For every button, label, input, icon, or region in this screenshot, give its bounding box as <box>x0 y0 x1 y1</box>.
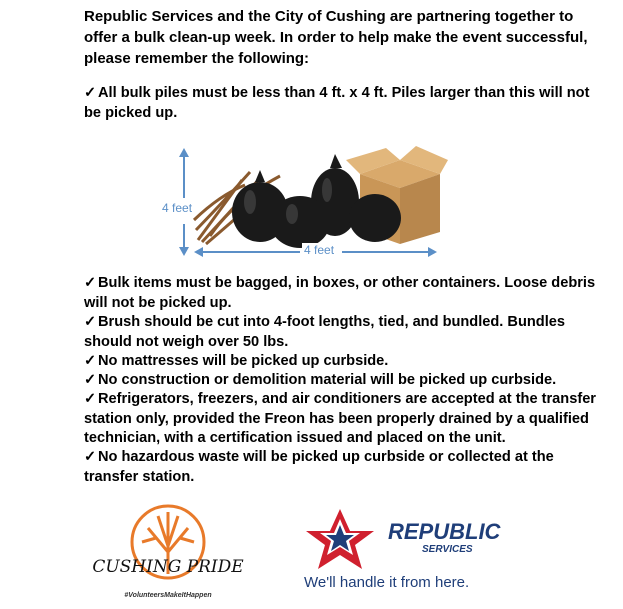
intro-paragraph: Republic Services and the City of Cushing are partnering together to offer a bulk clean-up week. In order to help make the event successful, please remember the following: <box>84 8 588 67</box>
checkmark-icon: ✓ <box>84 85 97 101</box>
width-label: 4 feet <box>304 243 335 257</box>
cushing-pride-logo <box>86 502 251 602</box>
svg-text:REPUBLIC: REPUBLIC <box>388 519 501 544</box>
checkmark-icon: ✓ <box>84 449 97 465</box>
checkmark-icon: ✓ <box>84 391 97 407</box>
rule-item: ✓ Refrigerators, freezers, and air conditioners are accepted at the transfer station only, provided the Freon has been properly drained by a qualified technician, with a certification issued and placed on the unit. <box>84 391 596 446</box>
arrow-left-icon <box>194 247 203 257</box>
svg-text:SERVICES: SERVICES <box>422 544 473 555</box>
rule-item: ✓ Brush should be cut into 4-foot lengths, tied, and bundled. Bundles should not weigh over 50 lbs. <box>84 314 565 350</box>
checkmark-icon: ✓ <box>84 372 97 388</box>
checkmark-icon: ✓ <box>84 353 97 369</box>
pile-diagram <box>150 140 460 260</box>
arrow-down-icon <box>179 247 189 256</box>
svg-text:We'll handle it from here.: We'll handle it from here. <box>304 574 470 591</box>
svg-text:#VolunteersMakeItHappen: #VolunteersMakeItHappen <box>124 592 212 599</box>
svg-text:CUSHING PRIDE: CUSHING PRIDE <box>92 557 244 577</box>
rule-item: ✓ No construction or demolition material will be picked up curbside. <box>84 371 604 391</box>
height-label: 4 feet <box>162 201 193 215</box>
arrow-up-icon <box>179 148 189 157</box>
rule-item: ✓ Bulk items must be bagged, in boxes, or other containers. Loose debris will not be picked up. <box>84 275 596 311</box>
rule-item: ✓ All bulk piles must be less than 4 ft. x 4 ft. Piles larger than this will not be picked up. <box>84 85 590 121</box>
arrow-right-icon <box>428 247 437 257</box>
rule-item: ✓ No hazardous waste will be picked up curbside or collected at the transfer station. <box>84 449 554 485</box>
republic-star-icon <box>306 509 374 569</box>
rule-item: ✓ No mattresses will be picked up curbside. <box>84 352 604 372</box>
checkmark-icon: ✓ <box>84 314 97 330</box>
bulk-pile-illustration <box>150 140 460 260</box>
checkmark-icon: ✓ <box>84 275 97 291</box>
republic-services-logo <box>300 505 545 600</box>
